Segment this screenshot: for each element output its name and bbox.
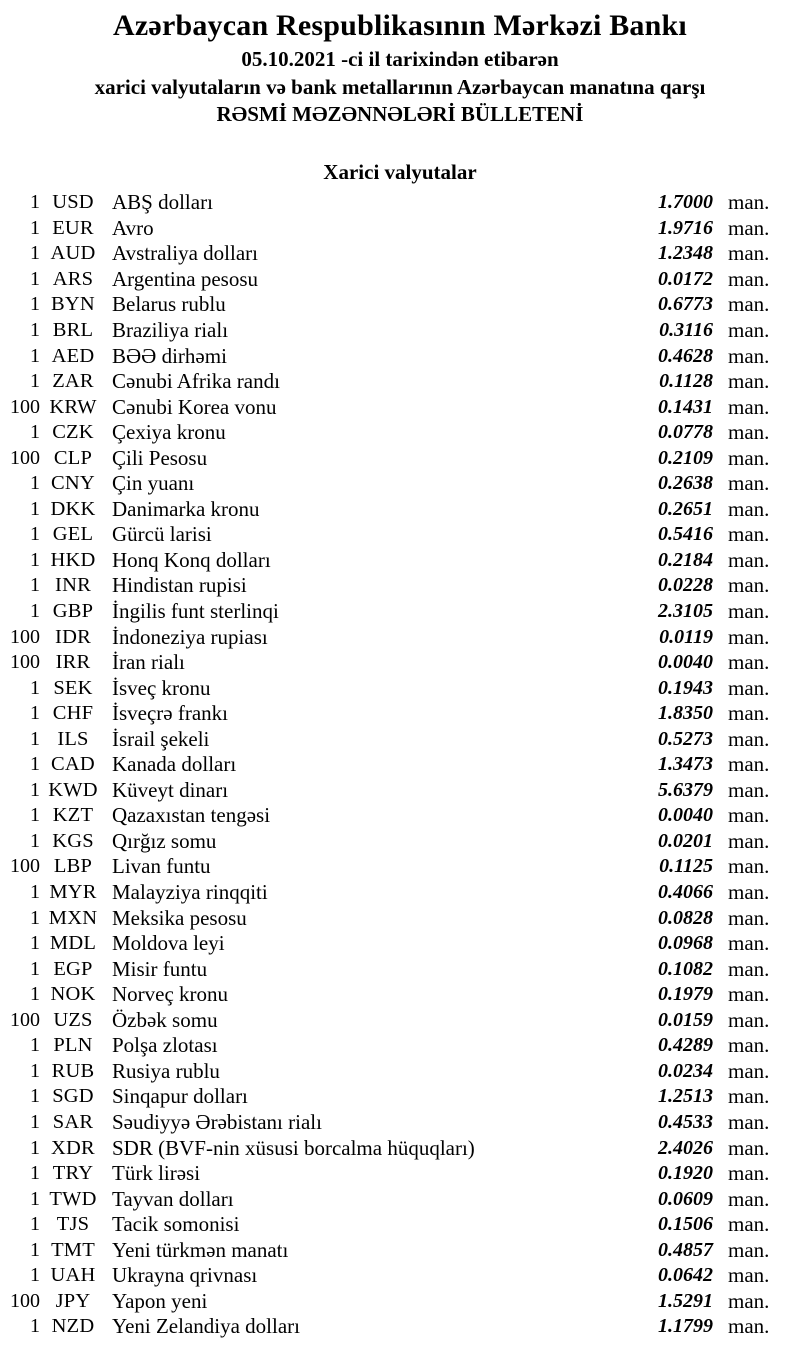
currency-quantity: 100: [10, 651, 40, 674]
currency-quantity: 1: [30, 293, 40, 316]
unit-label: man.: [728, 1263, 770, 1288]
rate-row: [0, 241, 800, 267]
currency-code: INR: [55, 574, 91, 597]
unit-label: man.: [728, 599, 770, 624]
effective-date-line: 05.10.2021 -ci il tarixindən etibarən: [241, 47, 559, 71]
rate-row: [0, 318, 800, 344]
unit-label: man.: [728, 471, 770, 496]
currency-quantity: 1: [30, 1213, 40, 1236]
rate-value: 0.5273: [658, 727, 713, 750]
unit-label: man.: [728, 777, 770, 802]
rate-value: 0.1082: [658, 957, 713, 980]
currency-code: CLP: [53, 446, 93, 469]
unit-label: man.: [728, 701, 770, 726]
rate-row: [0, 726, 800, 752]
rate-row: [0, 548, 800, 574]
rate-row: [0, 956, 800, 982]
rate-value: 0.0040: [658, 651, 713, 674]
unit-label: man.: [728, 318, 770, 342]
currency-quantity: 1: [30, 216, 40, 239]
rate-row: [0, 854, 800, 880]
currency-name: Cənubi Korea vonu: [112, 394, 277, 419]
currency-code: MXN: [48, 906, 98, 929]
unit-label: man.: [728, 292, 770, 317]
currency-code: CHF: [52, 702, 94, 725]
currency-code: CAD: [51, 753, 95, 776]
currency-quantity: 1: [30, 1264, 40, 1287]
rate-value: 0.4289: [658, 1034, 713, 1057]
currency-name: Qırğız somu: [112, 828, 217, 853]
rate-value: 1.5291: [658, 1289, 713, 1312]
currency-name: İngilis funt sterlinqi: [112, 599, 279, 624]
rate-row: [0, 829, 800, 855]
exchange-rates-table: [0, 190, 800, 1340]
currency-quantity: 1: [30, 1034, 40, 1057]
currency-name: Honq Konq dolları: [112, 547, 271, 572]
unit-label: man.: [728, 828, 770, 853]
currency-quantity: 1: [30, 600, 40, 623]
currency-name: Belarus rublu: [112, 292, 226, 317]
currency-quantity: 1: [30, 370, 40, 393]
currency-name: Hindistan rupisi: [112, 573, 247, 598]
currency-code: LBP: [53, 855, 93, 878]
rate-value: 0.1920: [658, 1162, 713, 1185]
currency-name: Avstraliya dolları: [112, 241, 258, 266]
unit-label: man.: [728, 573, 770, 598]
currency-quantity: 1: [30, 778, 40, 801]
currency-code: SGD: [52, 1085, 94, 1108]
unit-label: man.: [728, 1314, 770, 1339]
currency-name: Tayvan dolları: [112, 1186, 234, 1211]
unit-label: man.: [728, 266, 770, 291]
currency-name: İsveçrə frankı: [112, 701, 229, 726]
rate-row: [0, 752, 800, 778]
rate-row: [0, 1289, 800, 1315]
currency-code: TJS: [56, 1213, 90, 1236]
currency-quantity: 1: [30, 753, 40, 776]
rate-row: [0, 1110, 800, 1136]
unit-label: man.: [728, 624, 770, 649]
currency-code: GEL: [52, 523, 94, 546]
currency-name: Misir funtu: [112, 956, 208, 981]
unit-label: man.: [728, 1237, 770, 1262]
rate-value: 0.0234: [658, 1059, 713, 1082]
bank-name-title: Azərbaycan Respublikasının Mərkəzi Bankı: [113, 9, 687, 42]
currency-name: Gürcü larisi: [112, 522, 212, 547]
rate-value: 2.3105: [658, 600, 713, 623]
rate-value: 0.6773: [658, 293, 713, 316]
currency-code: DKK: [50, 497, 96, 520]
currency-name: Yeni türkmən manatı: [112, 1237, 289, 1262]
rate-value: 0.4066: [658, 881, 713, 904]
rate-row: [0, 445, 800, 471]
unit-label: man.: [728, 1084, 770, 1109]
unit-label: man.: [728, 650, 770, 675]
currency-code: MDL: [49, 932, 97, 955]
currency-name: İsveç kronu: [112, 675, 211, 700]
currency-quantity: 1: [30, 421, 40, 444]
rate-row: [0, 1314, 800, 1340]
currency-quantity: 100: [10, 855, 40, 878]
rate-value: 0.0201: [658, 829, 713, 852]
rate-row: [0, 497, 800, 523]
currency-code: HKD: [50, 548, 96, 571]
currency-code: USD: [52, 191, 94, 214]
currency-name: Tacik somonisi: [112, 1212, 240, 1237]
rate-row: [0, 1084, 800, 1110]
rate-value: 0.4857: [658, 1238, 713, 1261]
currency-code: AED: [51, 344, 95, 367]
unit-label: man.: [728, 394, 770, 419]
unit-label: man.: [728, 1186, 770, 1211]
unit-label: man.: [728, 905, 770, 930]
currency-name: Sinqapur dolları: [112, 1084, 248, 1109]
unit-label: man.: [728, 1288, 770, 1313]
rate-row: [0, 1033, 800, 1059]
rate-value: 0.5416: [658, 523, 713, 546]
currency-code: NOK: [50, 983, 96, 1006]
unit-label: man.: [728, 1058, 770, 1083]
currency-code: SEK: [53, 676, 93, 699]
currency-quantity: 1: [30, 574, 40, 597]
currency-name: Səudiyyə Ərəbistanı rialı: [112, 1109, 322, 1134]
currency-name: Yapon yeni: [112, 1288, 208, 1313]
currency-code: XDR: [51, 1136, 95, 1159]
rate-row: [0, 1186, 800, 1212]
unit-label: man.: [728, 190, 770, 215]
unit-label: man.: [728, 675, 770, 700]
currency-quantity: 100: [10, 1289, 40, 1312]
rate-row: [0, 216, 800, 242]
unit-label: man.: [728, 496, 770, 521]
rate-value: 0.1943: [658, 676, 713, 699]
currency-code: PLN: [53, 1034, 93, 1057]
rate-row: [0, 905, 800, 931]
rate-value: 0.0228: [658, 574, 713, 597]
currency-quantity: 1: [30, 191, 40, 214]
currency-code: IRR: [55, 651, 91, 674]
currency-code: TWD: [49, 1187, 97, 1210]
rate-value: 0.4628: [658, 344, 713, 367]
unit-label: man.: [728, 241, 770, 266]
currency-quantity: 1: [30, 983, 40, 1006]
unit-label: man.: [728, 343, 770, 368]
rate-value: 0.0159: [658, 1008, 713, 1031]
rate-row: [0, 573, 800, 599]
unit-label: man.: [728, 1033, 770, 1058]
rate-value: 0.0778: [658, 421, 713, 444]
currency-name: Qazaxıstan tengəsi: [112, 803, 271, 828]
currency-name: Kanada dolları: [112, 752, 237, 777]
rate-row: [0, 803, 800, 829]
unit-label: man.: [728, 369, 770, 394]
rate-value: 2.4026: [658, 1136, 713, 1159]
unit-label: man.: [728, 726, 770, 751]
rate-row: [0, 190, 800, 216]
currency-code: EUR: [52, 216, 94, 239]
rate-value: 1.9716: [658, 216, 713, 239]
currency-quantity: 1: [30, 702, 40, 725]
rate-row: [0, 369, 800, 395]
currency-code: SAR: [52, 1110, 94, 1133]
rate-value: 0.0642: [658, 1264, 713, 1287]
unit-label: man.: [728, 982, 770, 1007]
rate-row: [0, 778, 800, 804]
currency-quantity: 1: [30, 267, 40, 290]
currency-quantity: 1: [30, 829, 40, 852]
currency-code: GBP: [52, 600, 94, 623]
rate-row: [0, 471, 800, 497]
currency-quantity: 1: [30, 1059, 40, 1082]
currency-code: CZK: [52, 421, 94, 444]
bulletin-title-line: RƏSMİ MƏZƏNNƏLƏRİ BÜLLETENİ: [216, 102, 584, 126]
currency-code: KRW: [49, 395, 97, 418]
currency-name: Danimarka kronu: [112, 496, 260, 521]
currency-name: İsrail şekeli: [112, 726, 210, 751]
rate-value: 0.0968: [658, 932, 713, 955]
currency-code: NZD: [51, 1315, 95, 1338]
currency-name: Çexiya kronu: [112, 420, 226, 445]
currency-code: UAH: [50, 1264, 96, 1287]
currency-name: BƏƏ dirhəmi: [112, 343, 227, 368]
rate-value: 0.1979: [658, 983, 713, 1006]
rate-value: 5.6379: [658, 778, 713, 801]
currency-quantity: 1: [30, 1110, 40, 1133]
section-title-foreign-currencies: Xarici valyutalar: [323, 160, 477, 184]
rate-row: [0, 1237, 800, 1263]
rate-value: 0.0040: [658, 804, 713, 827]
bulletin-header: [0, 6, 800, 129]
rate-row: [0, 1059, 800, 1085]
currency-code: CNY: [51, 472, 95, 495]
rate-row: [0, 599, 800, 625]
unit-label: man.: [728, 931, 770, 956]
unit-label: man.: [728, 1007, 770, 1032]
rate-value: 0.2184: [658, 548, 713, 571]
currency-code: IDR: [55, 625, 91, 648]
currency-name: ABŞ dolları: [112, 190, 213, 215]
currency-quantity: 1: [30, 804, 40, 827]
rate-row: [0, 420, 800, 446]
rate-row: [0, 394, 800, 420]
rate-row: [0, 343, 800, 369]
rate-row: [0, 701, 800, 727]
currency-name: Norveç kronu: [112, 982, 229, 1007]
currency-name: Cənubi Afrika randı: [112, 369, 280, 394]
currency-name: Avro: [112, 215, 154, 240]
unit-label: man.: [728, 215, 770, 240]
currency-code: JPY: [55, 1289, 91, 1312]
rate-row: [0, 1263, 800, 1289]
unit-label: man.: [728, 854, 770, 879]
currency-quantity: 100: [10, 1008, 40, 1031]
rate-row: [0, 522, 800, 548]
rate-row: [0, 880, 800, 906]
currency-name: Özbək somu: [112, 1007, 218, 1032]
currency-code: UZS: [53, 1008, 93, 1031]
currency-code: ILS: [57, 727, 89, 750]
currency-quantity: 1: [30, 676, 40, 699]
currency-quantity: 1: [30, 242, 40, 265]
rate-value: 1.7000: [658, 191, 713, 214]
currency-quantity: 1: [30, 472, 40, 495]
rate-value: 0.4533: [658, 1110, 713, 1133]
currency-code: TRY: [52, 1162, 94, 1185]
currency-name: Malayziya rinqqiti: [112, 880, 268, 905]
currency-quantity: 1: [30, 1187, 40, 1210]
unit-label: man.: [728, 1161, 770, 1186]
unit-label: man.: [728, 1135, 770, 1160]
rate-value: 0.3116: [659, 319, 713, 341]
unit-label: man.: [728, 752, 770, 777]
unit-label: man.: [728, 547, 770, 572]
unit-label: man.: [728, 1212, 770, 1237]
currency-quantity: 100: [10, 625, 40, 648]
currency-code: KGS: [52, 829, 94, 852]
rate-row: [0, 1008, 800, 1034]
rate-value: 0.0609: [658, 1187, 713, 1210]
rate-row: [0, 982, 800, 1008]
unit-label: man.: [728, 445, 770, 470]
currency-quantity: 1: [30, 523, 40, 546]
rate-value: 0.2638: [658, 472, 713, 495]
rate-row: [0, 267, 800, 293]
currency-code: ARS: [52, 267, 94, 290]
rate-row: [0, 675, 800, 701]
unit-label: man.: [728, 880, 770, 905]
currency-name: SDR (BVF-nin xüsusi borcalma hüquqları): [112, 1135, 475, 1160]
currency-quantity: 1: [30, 497, 40, 520]
rate-value: 0.1128: [659, 370, 713, 393]
currency-name: Meksika pesosu: [112, 905, 247, 930]
rate-value: 0.1125: [659, 855, 713, 878]
currency-name: Çili Pesosu: [112, 445, 208, 470]
rate-row: [0, 931, 800, 957]
currency-quantity: 1: [30, 548, 40, 571]
rate-value: 0.0828: [658, 906, 713, 929]
rate-value: 1.8350: [658, 702, 713, 725]
currency-quantity: 100: [10, 446, 40, 469]
currency-code: TMT: [51, 1238, 95, 1261]
currency-quantity: 100: [10, 395, 40, 418]
currency-code: BYN: [51, 293, 95, 316]
currency-quantity: 1: [30, 1315, 40, 1338]
rate-value: 1.2348: [658, 242, 713, 265]
rate-value: 0.2109: [658, 446, 713, 469]
currency-name: Moldova leyi: [112, 931, 225, 956]
currency-name: Argentina pesosu: [112, 266, 259, 291]
rate-value: 0.1431: [658, 395, 713, 418]
rate-value: 1.3473: [658, 753, 713, 776]
unit-label: man.: [728, 522, 770, 547]
currency-quantity: 1: [30, 881, 40, 904]
rate-value: 0.1506: [658, 1213, 713, 1236]
currency-name: Ukrayna qrivnası: [112, 1263, 258, 1288]
currency-code: MYR: [49, 881, 97, 904]
rate-value: 1.1799: [658, 1315, 713, 1338]
rate-row: [0, 1135, 800, 1161]
currency-name: Livan funtu: [112, 854, 211, 879]
currency-name: Braziliya rialı: [112, 318, 229, 342]
currency-quantity: 1: [30, 957, 40, 980]
currency-quantity: 1: [30, 1238, 40, 1261]
subject-line: xarici valyutaların və bank metallarının Azərbaycan manatına qarşı: [94, 74, 706, 99]
rate-row: [0, 624, 800, 650]
currency-name: Polşa zlotası: [112, 1033, 218, 1058]
rate-row: [0, 1212, 800, 1238]
currency-code: KZT: [52, 804, 94, 827]
rate-value: 1.2513: [658, 1085, 713, 1108]
currency-code: BRL: [52, 319, 94, 341]
currency-quantity: 1: [30, 906, 40, 929]
unit-label: man.: [728, 803, 770, 828]
currency-quantity: 1: [30, 1162, 40, 1185]
rate-value: 0.0119: [659, 625, 713, 648]
currency-name: İndoneziya rupiası: [112, 624, 268, 649]
currency-name: Çin yuanı: [112, 471, 195, 496]
currency-code: ZAR: [52, 370, 94, 393]
currency-code: EGP: [53, 957, 93, 980]
currency-name: Rusiya rublu: [112, 1058, 220, 1083]
currency-code: KWD: [48, 778, 98, 801]
rate-row: [0, 650, 800, 676]
currency-name: Yeni Zelandiya dolları: [112, 1314, 300, 1339]
currency-quantity: 1: [30, 932, 40, 955]
currency-name: İran rialı: [112, 650, 185, 675]
currency-quantity: 1: [30, 344, 40, 367]
currency-quantity: 1: [30, 1136, 40, 1159]
unit-label: man.: [728, 956, 770, 981]
unit-label: man.: [728, 1109, 770, 1134]
currency-quantity: 1: [30, 319, 40, 341]
unit-label: man.: [728, 420, 770, 445]
rate-row: [0, 1161, 800, 1187]
currency-name: Türk lirəsi: [112, 1161, 201, 1186]
currency-quantity: 1: [30, 727, 40, 750]
currency-quantity: 1: [30, 1085, 40, 1108]
rate-value: 0.2651: [658, 497, 713, 520]
currency-name: Küveyt dinarı: [112, 777, 229, 802]
rate-value: 0.0172: [658, 267, 713, 290]
currency-code: RUB: [51, 1059, 95, 1082]
rate-row: [0, 292, 800, 318]
currency-code: AUD: [50, 242, 96, 265]
